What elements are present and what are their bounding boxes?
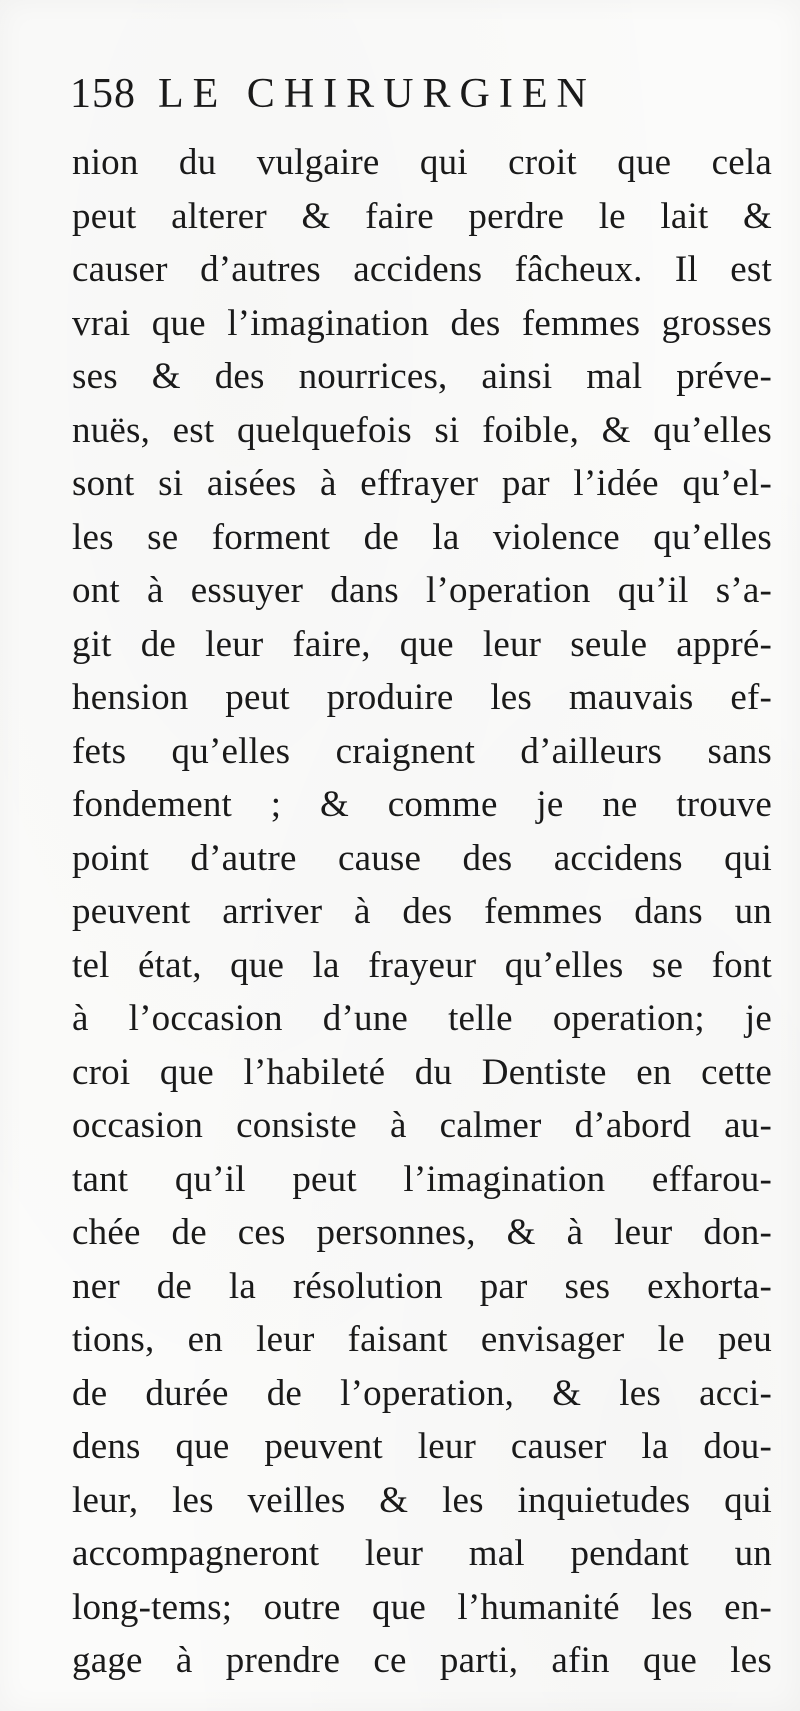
text-line-4: vrai que l’imagination des femmes grosses [72, 302, 772, 344]
text-line-2: peut alterer & faire perdre le lait & [72, 195, 772, 237]
text-line-13: fondement ; & comme je ne trouve [72, 784, 772, 825]
page-header [70, 70, 772, 136]
text-line-1: nion du vulgaire qui croit que cela [72, 142, 772, 183]
text-line-12: fets qu’elles craignent d’ailleurs sans [72, 730, 772, 772]
text-line-29: gage à prendre ce parti, afin que les [72, 1640, 772, 1681]
text-line-24: de durée de l’operation, & les acci- [72, 1372, 772, 1414]
text-line-9: ont à essuyer dans l’operation qu’il s’a- [72, 570, 772, 611]
text-line-5: ses & des nourrices, ainsi mal préve- [72, 356, 772, 397]
text-line-16: tel état, que la frayeur qu’elles se font [72, 944, 772, 986]
page-text-block [72, 70, 772, 1688]
page-number: 158 [70, 71, 136, 117]
body-text [72, 136, 772, 1688]
text-line-23: tions, en leur faisant envisager le peu [72, 1319, 772, 1360]
text-line-20: tant qu’il peut l’imagination effarou- [72, 1158, 772, 1200]
text-line-7: sont si aisées à effrayer par l’idée qu’el- [72, 463, 772, 504]
text-line-26: leur, les veilles & les inquietudes qui [72, 1479, 772, 1521]
text-line-15: peuvent arriver à des femmes dans un [72, 891, 772, 932]
text-line-17: à l’occasion d’une telle operation; je [72, 998, 772, 1039]
text-line-21: chée de ces personnes, & à leur don- [72, 1212, 772, 1253]
text-line-18: croi que l’habileté du Dentiste en cette [72, 1051, 772, 1093]
text-line-28: long-tems; outre que l’humanité les en- [72, 1586, 772, 1628]
text-line-3: causer d’autres accidens fâcheux. Il est [72, 249, 772, 290]
text-line-10: git de leur faire, que leur seule appré- [72, 623, 772, 665]
text-line-19: occasion consiste à calmer d’abord au- [72, 1105, 772, 1146]
text-line-11: hension peut produire les mauvais ef- [72, 677, 772, 718]
running-title: LE CHIRURGIEN [158, 71, 596, 117]
text-line-8: les se forment de la violence qu’elles [72, 516, 772, 558]
text-line-6: nuës, est quelquefois si foible, & qu’elles [72, 409, 772, 451]
text-line-14: point d’autre cause des accidens qui [72, 837, 772, 879]
text-line-25: dens que peuvent leur causer la dou- [72, 1426, 772, 1467]
text-line-27: accompagneront leur mal pendant un [72, 1533, 772, 1574]
text-line-22: ner de la résolution par ses exhorta- [72, 1265, 772, 1307]
